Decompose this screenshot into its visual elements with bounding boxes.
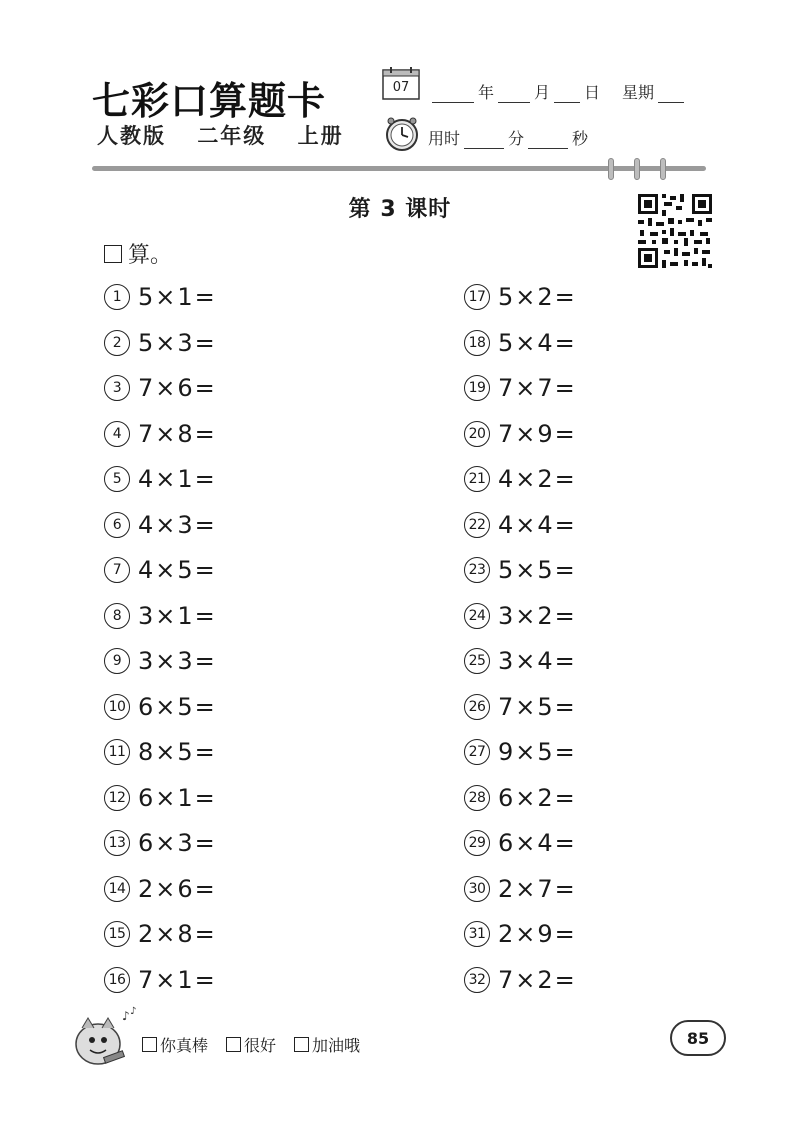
year-blank[interactable] [432, 86, 474, 103]
problem-expression: 4×2= [498, 465, 577, 493]
problem-item [464, 917, 577, 951]
problem-item [104, 280, 217, 314]
instruction-box-icon [104, 245, 122, 263]
date-fields [428, 80, 688, 103]
rating-checkbox[interactable] [226, 1037, 241, 1052]
page-number: 85 [670, 1020, 726, 1056]
rating-checkbox[interactable] [294, 1037, 309, 1052]
problem-number: 9 [104, 648, 130, 674]
problem-expression: 7×8= [138, 419, 217, 448]
problem-number: 13 [104, 830, 130, 856]
problem-item [464, 644, 577, 678]
problem-number: 2 [104, 330, 130, 356]
problem-number: 12 [104, 785, 130, 811]
problem-expression: 9×5= [498, 738, 577, 766]
problem-item [104, 690, 217, 724]
problem-item [104, 508, 217, 542]
problem-item [464, 371, 577, 405]
time-used-label: 用时 [428, 129, 461, 148]
binder-ring-icon [634, 158, 640, 180]
problem-number: 25 [464, 648, 490, 674]
rating-label: 你真棒 [160, 1036, 209, 1055]
problem-item [104, 371, 217, 405]
rating-checkbox[interactable] [142, 1037, 157, 1052]
rating-keep-going[interactable] [294, 1033, 360, 1056]
minutes-blank[interactable] [464, 132, 504, 149]
problem-item [464, 326, 577, 360]
problem-expression: 5×3= [138, 328, 217, 357]
problem-item [104, 872, 217, 906]
problem-item [104, 599, 217, 633]
binder-ring-icon [608, 158, 614, 180]
problem-number: 18 [464, 330, 490, 356]
brand-title: 七彩口算题卡 [92, 78, 327, 123]
problem-expression: 2×8= [138, 920, 217, 948]
problem-expression: 5×1= [138, 283, 217, 311]
problem-number: 5 [104, 466, 130, 492]
problem-expression: 2×9= [498, 920, 577, 948]
edition-volume: 上册 [297, 124, 344, 148]
problem-item [464, 553, 577, 587]
problem-number: 32 [464, 967, 490, 993]
qr-code-icon[interactable] [636, 192, 714, 270]
problem-item [464, 826, 577, 860]
problem-item [104, 917, 217, 951]
problem-item [104, 326, 217, 360]
problem-number: 26 [464, 694, 490, 720]
problem-expression: 3×4= [498, 647, 577, 675]
problem-number: 11 [104, 739, 130, 765]
problem-item [104, 826, 217, 860]
problem-expression: 7×6= [138, 374, 217, 402]
problem-expression: 5×2= [498, 283, 577, 311]
problem-expression: 6×1= [138, 783, 217, 812]
problem-expression: 6×2= [498, 783, 577, 812]
problem-expression: 3×3= [138, 647, 217, 675]
problem-item [464, 417, 577, 451]
problem-number: 19 [464, 375, 490, 401]
problem-number: 24 [464, 603, 490, 629]
problem-number: 28 [464, 785, 490, 811]
problem-expression: 2×7= [498, 874, 577, 903]
problem-number: 4 [104, 421, 130, 447]
instruction-text: 算。 [128, 243, 173, 268]
problem-item [464, 462, 577, 496]
problem-number: 15 [104, 921, 130, 947]
problem-number: 30 [464, 876, 490, 902]
problem-number: 3 [104, 375, 130, 401]
lesson-title: 第 3 课时 [348, 197, 452, 222]
problem-expression: 8×5= [138, 738, 217, 766]
problem-expression: 7×1= [138, 965, 217, 994]
problem-expression: 4×1= [138, 465, 217, 493]
rating-label: 很好 [244, 1036, 277, 1055]
problem-item [104, 963, 217, 997]
weekday-label: 星期 [622, 83, 655, 102]
problem-expression: 3×2= [498, 601, 577, 630]
day-blank[interactable] [554, 86, 580, 103]
edition-grade: 二年级 [197, 124, 267, 148]
rating-great[interactable] [142, 1033, 208, 1056]
problem-item [104, 781, 217, 815]
month-label: 月 [534, 83, 551, 102]
problem-expression: 4×5= [138, 556, 217, 584]
problem-item [104, 735, 217, 769]
weekday-blank[interactable] [658, 86, 684, 103]
problem-expression: 7×2= [498, 965, 577, 994]
problem-item [464, 781, 577, 815]
problem-item [464, 599, 577, 633]
month-blank[interactable] [498, 86, 530, 103]
problem-number: 20 [464, 421, 490, 447]
seconds-label: 秒 [572, 129, 589, 148]
binder-ring-icon [660, 158, 666, 180]
problem-number: 23 [464, 557, 490, 583]
problem-item [104, 417, 217, 451]
problem-expression: 7×9= [498, 419, 577, 448]
problem-number: 31 [464, 921, 490, 947]
rating-label: 加油哦 [312, 1036, 361, 1055]
problem-number: 17 [464, 284, 490, 310]
self-rating [142, 1033, 360, 1056]
problem-item [104, 644, 217, 678]
problem-item [464, 690, 577, 724]
problem-item [464, 735, 577, 769]
year-label: 年 [478, 83, 495, 102]
problem-number: 27 [464, 739, 490, 765]
edition-info [97, 120, 366, 150]
problem-expression: 6×4= [498, 829, 577, 857]
problem-expression: 5×4= [498, 328, 577, 357]
problem-number: 16 [104, 967, 130, 993]
rating-good[interactable] [226, 1033, 276, 1056]
problem-item [464, 508, 577, 542]
problem-number: 29 [464, 830, 490, 856]
calendar-number: 07 [392, 80, 410, 95]
problem-expression: 6×5= [138, 692, 217, 721]
day-label: 日 [584, 83, 601, 102]
clock-icon [384, 116, 420, 152]
problem-expression: 7×7= [498, 374, 577, 402]
time-fields [428, 126, 588, 149]
problem-number: 14 [104, 876, 130, 902]
problem-item [104, 462, 217, 496]
problem-item [464, 963, 577, 997]
edition-publisher: 人教版 [97, 124, 166, 148]
problem-expression: 4×4= [498, 510, 577, 539]
minutes-label: 分 [508, 129, 525, 148]
problem-expression: 7×5= [498, 692, 577, 721]
problem-number: 8 [104, 603, 130, 629]
problem-number: 10 [104, 694, 130, 720]
problem-expression: 6×3= [138, 829, 217, 857]
problem-expression: 2×6= [138, 874, 217, 903]
mascot-illustration [68, 1004, 138, 1070]
problem-item [464, 872, 577, 906]
problem-number: 21 [464, 466, 490, 492]
problem-expression: 5×5= [498, 556, 577, 584]
problem-number: 6 [104, 512, 130, 538]
problem-number: 1 [104, 284, 130, 310]
problem-expression: 4×3= [138, 510, 217, 539]
problem-number: 7 [104, 557, 130, 583]
problem-item [464, 280, 577, 314]
svg-text:♪: ♪ [130, 1006, 137, 1017]
calendar-icon [382, 66, 420, 100]
problem-expression: 3×1= [138, 601, 217, 630]
svg-text:♪: ♪ [122, 1009, 130, 1023]
problem-item [104, 553, 217, 587]
instruction [104, 238, 172, 269]
problem-number: 22 [464, 512, 490, 538]
seconds-blank[interactable] [528, 132, 568, 149]
